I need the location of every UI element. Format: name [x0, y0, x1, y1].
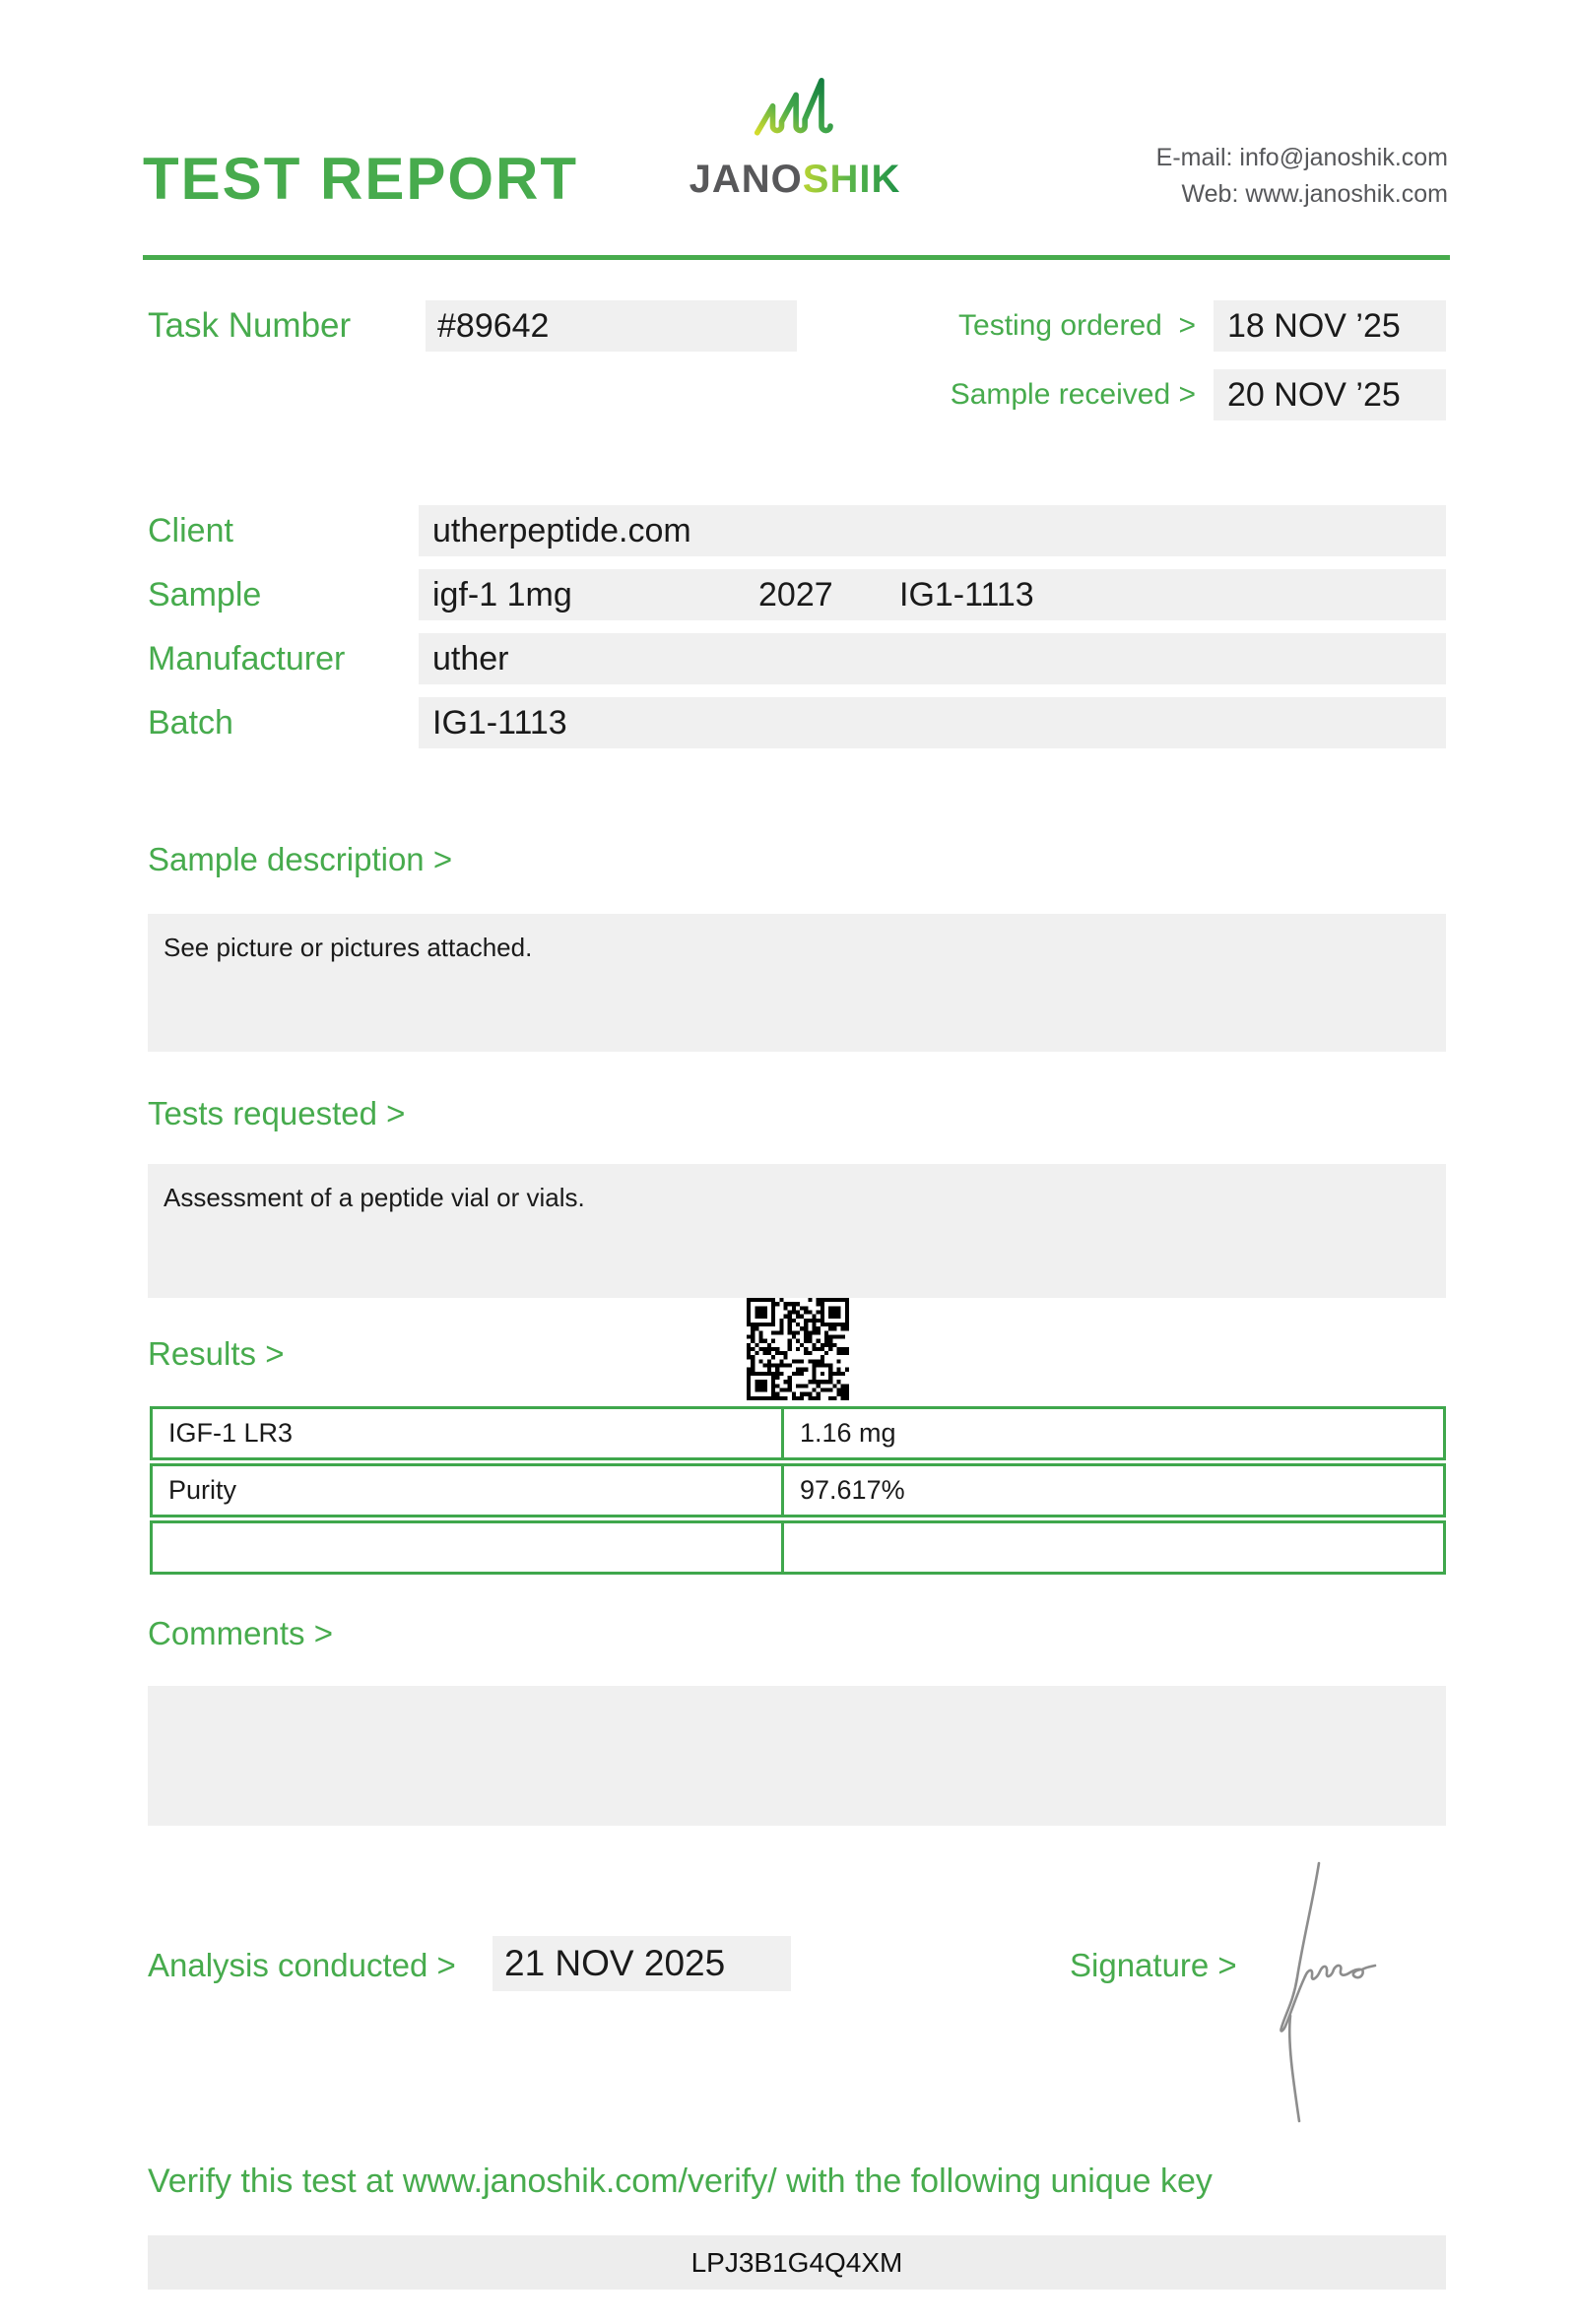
analysis-conducted-value: 21 NOV 2025	[492, 1936, 791, 1991]
result-value-cell: 1.16 mg	[800, 1418, 896, 1448]
result-value-cell	[784, 1523, 1443, 1572]
sample-received-label: Sample received >	[950, 378, 1196, 411]
web-label: Web:	[1181, 180, 1239, 208]
table-row	[150, 1406, 1446, 1460]
manufacturer-label: Manufacturer	[148, 640, 346, 678]
tests-requested-heading: Tests requested >	[148, 1095, 406, 1131]
sample-label: Sample	[148, 576, 262, 613]
result-name-cell	[153, 1523, 784, 1572]
testing-ordered-label: Testing ordered >	[958, 309, 1196, 342]
verify-key: LPJ3B1G4Q4XM	[148, 2235, 1446, 2290]
comments-heading: Comments >	[148, 1615, 333, 1651]
table-row	[150, 1520, 1446, 1575]
contact-info	[985, 140, 1448, 213]
contact-web-line	[985, 176, 1448, 213]
header-divider	[143, 255, 1450, 260]
sample-description-box: See picture or pictures attached.	[148, 914, 1446, 1052]
results-heading: Results >	[148, 1335, 285, 1372]
signature-label: Signature >	[1070, 1947, 1237, 1983]
batch-label: Batch	[148, 704, 233, 742]
client-label: Client	[148, 512, 233, 549]
page-title: TEST REPORT	[143, 146, 579, 212]
logo-wordmark	[682, 160, 908, 199]
tests-requested-box: Assessment of a peptide vial or vials.	[148, 1164, 1446, 1298]
result-name-cell: IGF-1 LR3	[153, 1409, 784, 1457]
verify-instruction: Verify this test at www.janoshik.com/verify/ with the following unique key	[148, 2163, 1213, 2200]
signature-image	[1241, 1832, 1458, 2127]
sample-value-year: 2027	[758, 576, 833, 613]
contact-email-line	[985, 140, 1448, 176]
janoshik-logo	[682, 63, 908, 199]
task-number-label: Task Number	[148, 306, 352, 345]
sample-value	[419, 569, 1446, 620]
result-value-cell: 97.617%	[800, 1475, 905, 1505]
web-value: www.janoshik.com	[1245, 180, 1448, 208]
logo-chart-icon	[751, 63, 839, 154]
logo-text-jano: JANO	[689, 158, 803, 201]
result-name-cell: Purity	[153, 1466, 784, 1515]
results-table	[150, 1406, 1446, 1578]
sample-received-row	[951, 369, 1446, 420]
manufacturer-value: uther	[419, 633, 1446, 684]
sample-description-heading: Sample description >	[148, 841, 453, 877]
email-label: E-mail:	[1155, 144, 1233, 171]
testing-ordered-row	[958, 300, 1446, 352]
qr-code	[747, 1298, 849, 1400]
client-value: utherpeptide.com	[419, 505, 1446, 556]
sample-received-value: 20 NOV ’25	[1214, 369, 1446, 420]
analysis-conducted-label: Analysis conducted >	[148, 1947, 456, 1983]
logo-text-shik: SHIK	[802, 158, 901, 201]
sample-value-batch: IG1-1113	[899, 576, 1034, 613]
table-row	[150, 1463, 1446, 1517]
comments-box	[148, 1686, 1446, 1826]
task-number-value: #89642	[426, 300, 797, 352]
email-value: info@janoshik.com	[1239, 144, 1448, 171]
sample-value-name: igf-1 1mg	[432, 576, 572, 613]
testing-ordered-value: 18 NOV ’25	[1214, 300, 1446, 352]
batch-value: IG1-1113	[419, 697, 1446, 748]
